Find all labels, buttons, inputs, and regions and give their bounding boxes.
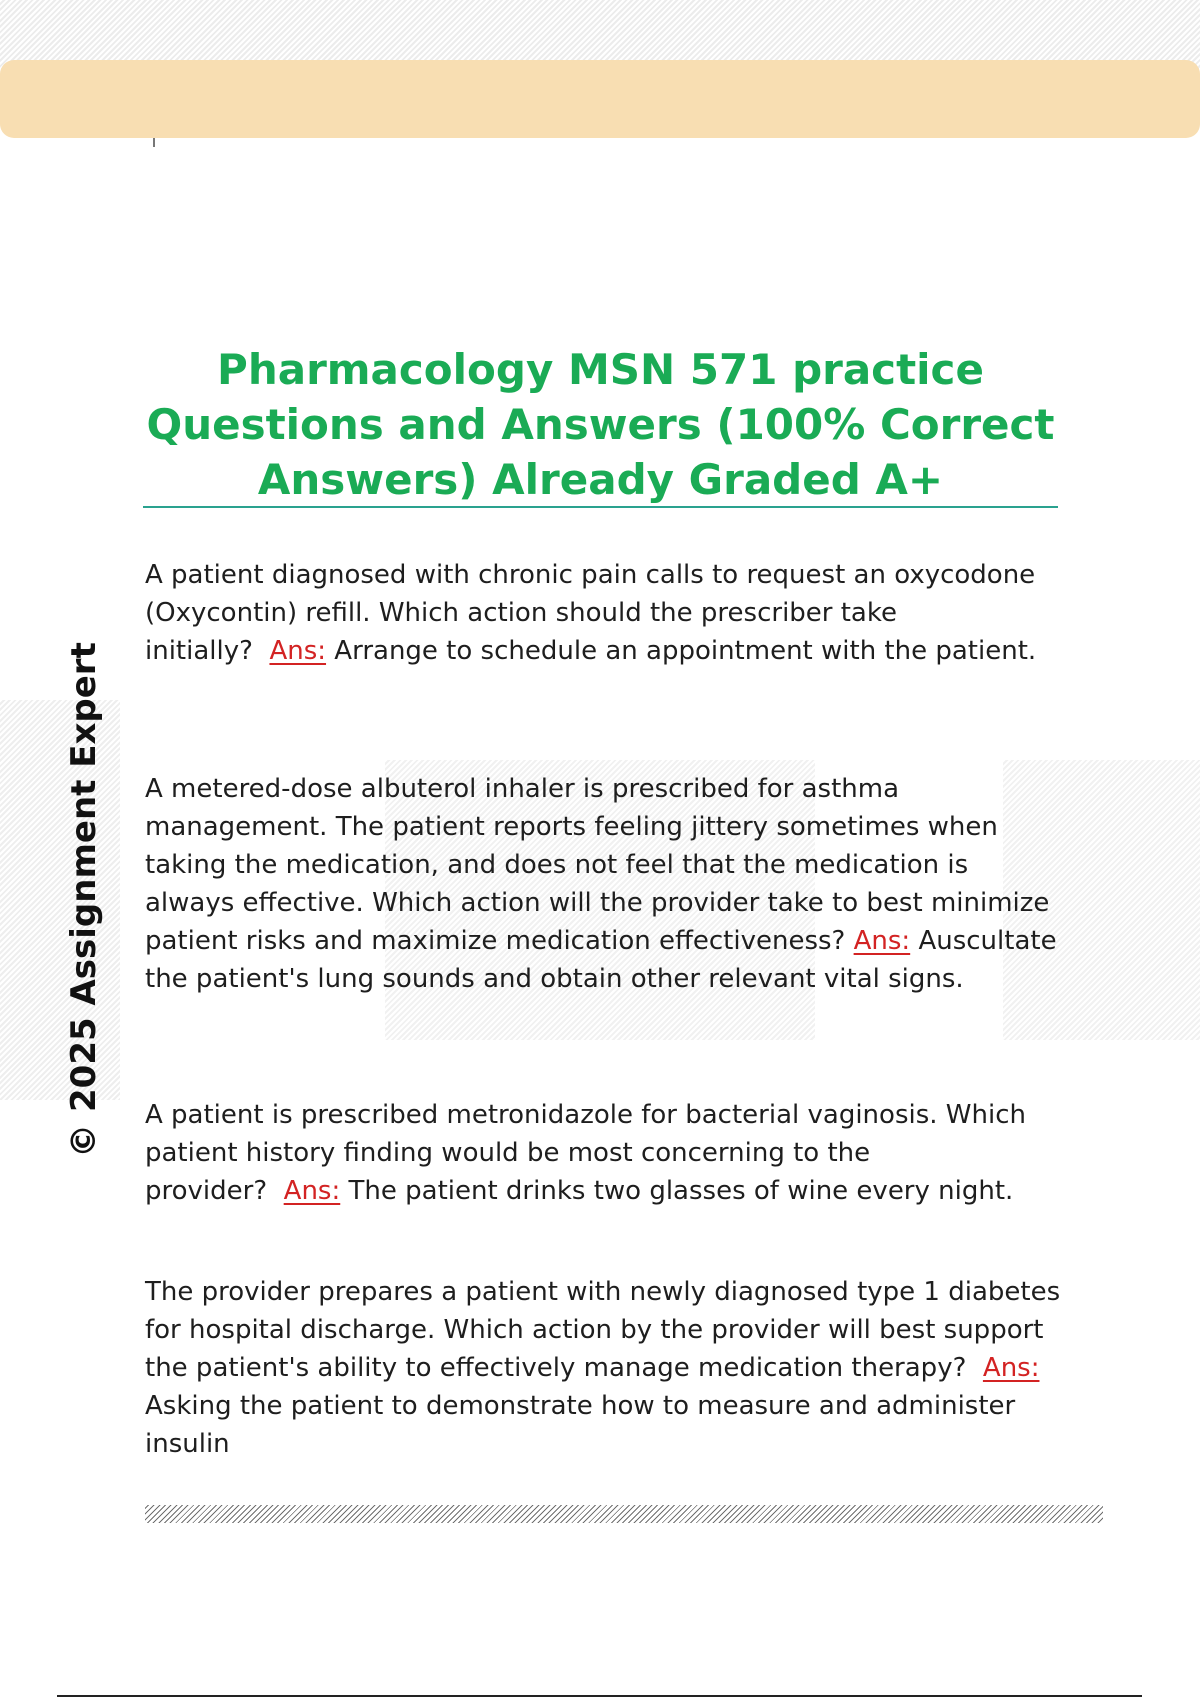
question-text: A metered-dose albuterol inhaler is prescribed for asthma management. The patient reports feeling jittery sometimes when taking the medication, and does not feel that the medication is always effective. Which action will the provider take to best minimize patient risks and maximize medication effectiveness? <box>145 774 1050 956</box>
answer-text: Asking the patient to demonstrate how to measure and administer insulin <box>145 1391 1016 1459</box>
answer-text: Arrange to schedule an appointment with the patient. <box>334 636 1037 666</box>
section-divider <box>145 1505 1103 1523</box>
answer-label: Ans: <box>982 1353 1040 1383</box>
qa-item <box>145 556 1065 670</box>
question-text: The provider prepares a patient with newly diagnosed type 1 diabetes for hospital discharge. Which action by the provider will best support the patient's ability to effectively manage medication therapy? <box>145 1277 1061 1383</box>
answer-text: Auscultate the patient's lung sounds and obtain other relevant vital signs. <box>145 926 1057 994</box>
banner-marker <box>153 138 155 147</box>
answer-text: The patient drinks two glasses of wine every night. <box>348 1176 1014 1206</box>
qa-item <box>145 770 1065 998</box>
question-text: A patient is prescribed metronidazole for bacterial vaginosis. Which patient history finding would be most concerning to the provider? <box>145 1100 1026 1206</box>
title-underline <box>143 506 1058 508</box>
header-banner <box>0 60 1200 138</box>
copyright-watermark: © 2025 Assignment Expert <box>64 642 104 1158</box>
qa-item <box>145 1273 1065 1463</box>
document-title: Pharmacology MSN 571 practice Questions and Answers (100% Correct Answers) Already Graded A+ <box>146 345 1055 504</box>
answer-label: Ans: <box>269 636 327 666</box>
answer-label: Ans: <box>283 1176 341 1206</box>
question-text: A patient diagnosed with chronic pain calls to request an oxycodone (Oxycontin) refill. Which action should the prescriber take initially? <box>145 560 1036 666</box>
qa-item <box>145 1096 1065 1210</box>
answer-label: Ans: <box>853 926 911 956</box>
footer-rule <box>57 1695 1142 1697</box>
